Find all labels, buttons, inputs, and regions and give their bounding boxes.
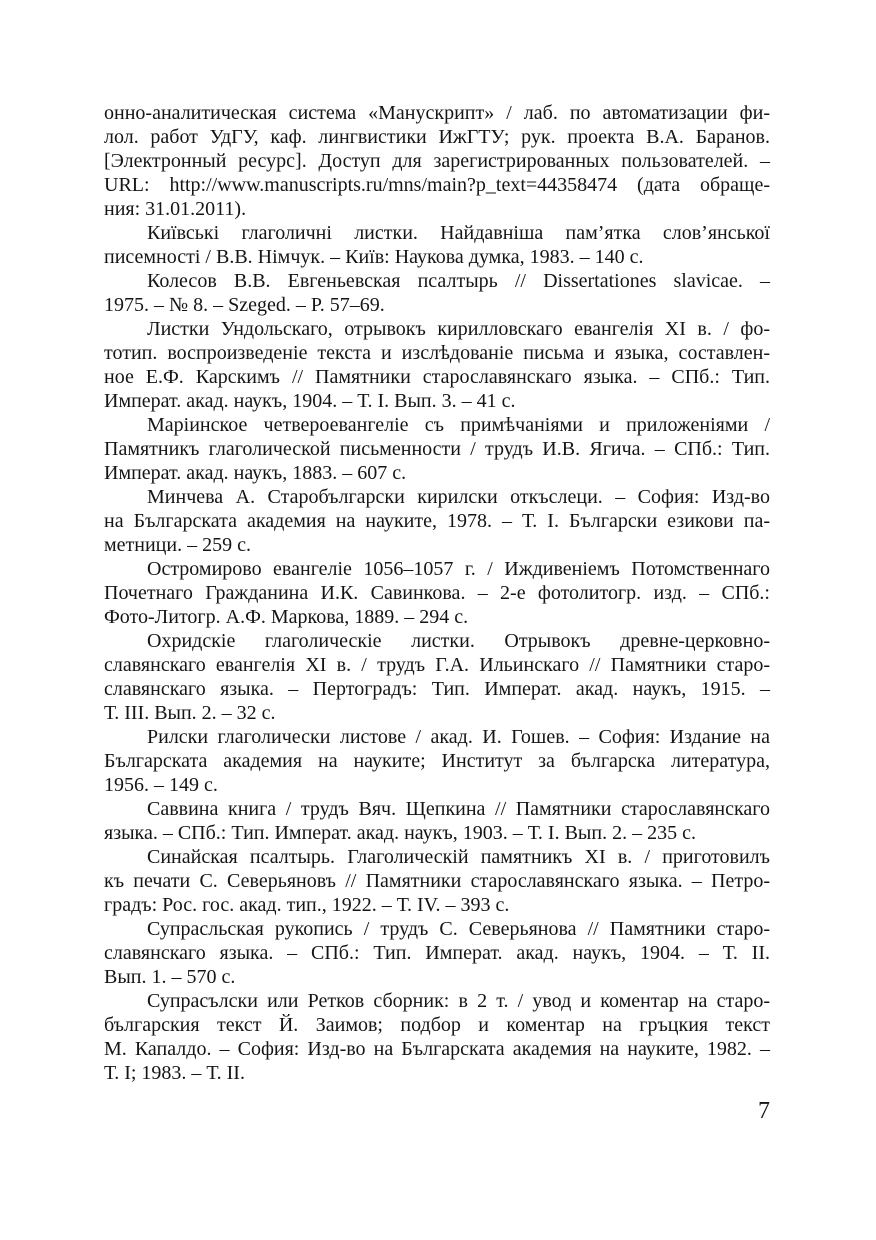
text-line: Охридскіе глаголическіе листки. Отрывокъ древне-церковно- xyxy=(147,630,770,652)
text-line: славянскаго языка. – Пертоградъ: Тип. Императ. акад. наукъ, 1915. – xyxy=(104,678,770,700)
text-line: языка. – СПб.: Тип. Императ. акад. наукъ, 1903. – Т. I. Вып. 2. – 235 с. xyxy=(104,822,696,844)
text-line: писемності / В.В. Німчук. – Київ: Наукова думка, 1983. – 140 с. xyxy=(104,246,644,268)
text-line: Супрасълски или Ретков сборник: в 2 т. / увод и коментар на старо- xyxy=(147,990,770,1012)
text-line: българския текст Й. Заимов; подбор и коментар на гръцкия текст xyxy=(104,1014,770,1036)
bibliography-list xyxy=(104,101,770,1085)
bibliography-entry xyxy=(104,221,770,269)
text-line: тотип. воспроизведеніе текста и изслѣдованіе письма и языка, составлен- xyxy=(104,342,770,364)
bibliography-entry xyxy=(104,917,770,989)
text-line: лол. работ УдГУ, каф. лингвистики ИжГТУ; рук. проекта В.А. Баранов. xyxy=(104,126,770,148)
text-line: Императ. акад. наукъ, 1904. – Т. I. Вып. 3. – 41 с. xyxy=(104,390,516,412)
text-line: къ печати С. Северьяновъ // Памятники старославянскаго языка. – Петро- xyxy=(104,870,770,892)
text-line: славянскаго евангелія XI в. / трудъ Г.А. Ильинскаго // Памятники старо- xyxy=(104,654,770,676)
text-line: 1975. – № 8. – Szeged. – P. 57–69. xyxy=(104,294,385,316)
text-line: ное Е.Ф. Карскимъ // Памятники старославянскаго языка. – СПб.: Тип. xyxy=(104,366,770,388)
text-line: ния: 31.01.2011). xyxy=(104,198,247,220)
bibliography-entry xyxy=(104,845,770,917)
text-line: метници. – 259 с. xyxy=(104,534,251,556)
text-line: Синайская псалтырь. Глаголическій памятникъ XI в. / приготовилъ xyxy=(147,846,770,868)
text-line: Минчева А. Старобългарски кирилски откъслеци. – София: Изд-во xyxy=(147,486,770,508)
text-line: Рилски глаголически листове / акад. И. Гошев. – София: Издание на xyxy=(147,726,770,748)
text-line: Колесов В.В. Евгеньевская псалтырь // Dissertationes slavicae. – xyxy=(147,270,770,292)
text-line: Супрасльская рукопись / трудъ С. Северьянова // Памятники старо- xyxy=(147,918,770,940)
text-line: градъ: Рос. гос. акад. тип., 1922. – Т. IV. – 393 с. xyxy=(104,894,510,916)
text-line: на Българската академия на науките, 1978. – Т. I. Български езикови па- xyxy=(104,510,770,532)
text-line: онно-аналитическая система «Манускрипт» / лаб. по автоматизации фи- xyxy=(104,102,770,124)
text-line: славянскаго языка. – СПб.: Тип. Императ. акад. наукъ, 1904. – Т. II. xyxy=(104,942,770,964)
bibliography-entry xyxy=(104,269,770,317)
text-line: Т. III. Вып. 2. – 32 с. xyxy=(104,702,276,724)
bibliography-entry xyxy=(104,413,770,485)
text-line: Вып. 1. – 570 с. xyxy=(104,966,236,988)
text-line: Памятникъ глаголической письменности / трудъ И.В. Ягича. – СПб.: Тип. xyxy=(104,438,770,460)
text-line: Листки Ундольскаго, отрывокъ кирилловскаго евангелія XI в. / фо- xyxy=(147,318,770,340)
bibliography-entry xyxy=(104,101,770,221)
text-line: URL: http://www.manuscripts.ru/mns/main?p_text=44358474 (дата обраще- xyxy=(104,174,770,196)
text-line: Почетнаго Гражданина И.К. Савинкова. – 2-е фотолитогр. изд. – СПб.: xyxy=(104,582,770,604)
text-line: Київські глаголичні листки. Найдавніша пам’ятка слов’янської xyxy=(147,222,770,244)
text-line: [Электронный ресурс]. Доступ для зарегистрированных пользователей. – xyxy=(104,150,770,172)
text-line: Маріинское четвероевангеліе съ примѣчаніями и приложеніями / xyxy=(147,414,770,436)
bibliography-entry xyxy=(104,725,770,797)
text-line: Българската академия на науките; Институт за българска литература, xyxy=(104,750,770,772)
page-number: 7 xyxy=(758,1098,770,1124)
text-line: Императ. акад. наукъ, 1883. – 607 с. xyxy=(104,462,407,484)
text-line: 1956. – 149 с. xyxy=(104,774,218,796)
bibliography-entry xyxy=(104,629,770,725)
text-line: Саввина книга / трудъ Вяч. Щепкина // Памятники старославянскаго xyxy=(147,798,770,820)
bibliography-entry xyxy=(104,989,770,1085)
bibliography-entry xyxy=(104,317,770,413)
text-line: Т. I; 1983. – Т. II. xyxy=(104,1062,245,1084)
bibliography-entry xyxy=(104,797,770,845)
text-line: М. Капалдо. – София: Изд-во на Българската академия на науките, 1982. – xyxy=(104,1038,770,1060)
bibliography-entry xyxy=(104,557,770,629)
bibliography-entry xyxy=(104,485,770,557)
text-line: Остромирово евангеліе 1056–1057 г. / Иждивеніемъ Потомственнаго xyxy=(147,558,770,580)
text-line: Фото-Литогр. А.Ф. Маркова, 1889. – 294 с. xyxy=(104,606,469,628)
